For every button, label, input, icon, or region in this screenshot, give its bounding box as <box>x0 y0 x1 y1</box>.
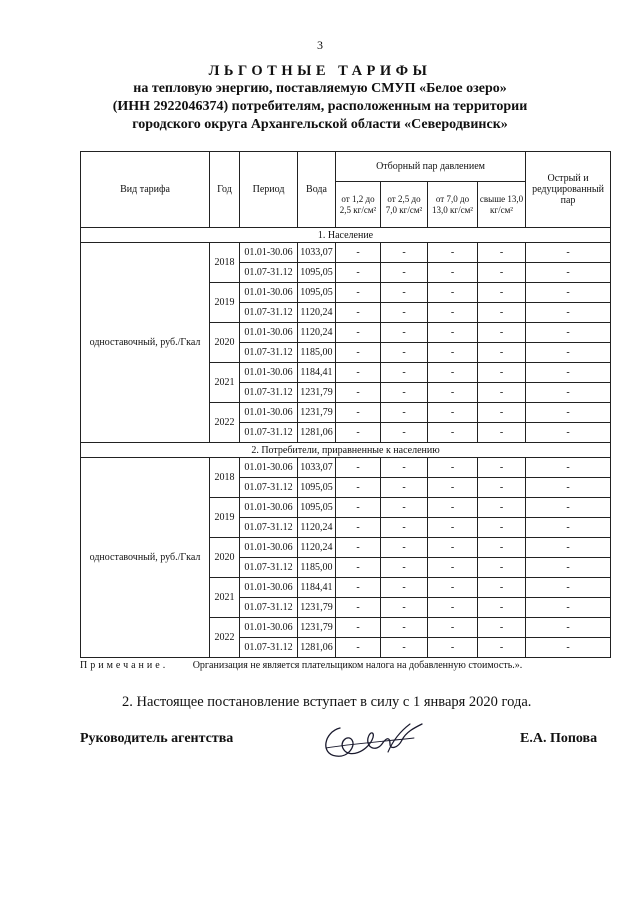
period-cell: 01.07-31.12 <box>240 263 298 283</box>
steam-tariff-cell: - <box>381 403 428 423</box>
steam-tariff-cell: - <box>478 638 526 658</box>
period-cell: 01.01-30.06 <box>240 283 298 303</box>
steam-tariff-cell: - <box>381 343 428 363</box>
steam-tariff-cell: - <box>526 478 611 498</box>
steam-tariff-cell: - <box>336 423 381 443</box>
section-header-row <box>81 443 611 458</box>
water-tariff-cell: 1231,79 <box>298 383 336 403</box>
steam-tariff-cell: - <box>526 343 611 363</box>
steam-tariff-cell: - <box>381 578 428 598</box>
steam-tariff-cell: - <box>381 598 428 618</box>
water-tariff-cell: 1231,79 <box>298 598 336 618</box>
steam-tariff-cell: - <box>336 383 381 403</box>
steam-tariff-cell: - <box>478 518 526 538</box>
steam-tariff-cell: - <box>478 558 526 578</box>
period-cell: 01.01-30.06 <box>240 323 298 343</box>
steam-tariff-cell: - <box>428 498 478 518</box>
steam-tariff-cell: - <box>526 538 611 558</box>
effective-date-clause: 2. Настоящее постановление вступает в силу с 1 января 2020 года. <box>122 694 532 710</box>
steam-tariff-cell: - <box>336 403 381 423</box>
steam-tariff-cell: - <box>336 343 381 363</box>
handwritten-signature <box>318 718 428 764</box>
steam-tariff-cell: - <box>428 518 478 538</box>
water-tariff-cell: 1095,05 <box>298 263 336 283</box>
period-cell: 01.01-30.06 <box>240 458 298 478</box>
steam-tariff-cell: - <box>526 283 611 303</box>
water-tariff-cell: 1184,41 <box>298 363 336 383</box>
year-cell: 2018 <box>210 243 240 283</box>
water-tariff-cell: 1231,79 <box>298 618 336 638</box>
steam-tariff-cell: - <box>526 518 611 538</box>
section-title: 2. Потребители, приравненные к населению <box>81 443 611 458</box>
header-sharp-steam: Острый и редуцированный пар <box>526 152 611 228</box>
steam-tariff-cell: - <box>381 243 428 263</box>
period-cell: 01.07-31.12 <box>240 423 298 443</box>
steam-tariff-cell: - <box>478 383 526 403</box>
water-tariff-cell: 1033,07 <box>298 243 336 263</box>
steam-tariff-cell: - <box>336 578 381 598</box>
period-cell: 01.07-31.12 <box>240 558 298 578</box>
steam-tariff-cell: - <box>381 263 428 283</box>
steam-tariff-cell: - <box>381 538 428 558</box>
header-tariff-kind: Вид тарифа <box>81 152 210 228</box>
tariff-table <box>80 151 611 658</box>
water-tariff-cell: 1281,06 <box>298 423 336 443</box>
year-cell: 2022 <box>210 618 240 658</box>
steam-tariff-cell: - <box>336 363 381 383</box>
steam-tariff-cell: - <box>336 538 381 558</box>
signatory-title: Руководитель агентства <box>80 731 234 746</box>
period-cell: 01.01-30.06 <box>240 618 298 638</box>
tariff-kind-cell: одноставочный, руб./Гкал <box>81 458 210 658</box>
steam-tariff-cell: - <box>478 263 526 283</box>
steam-tariff-cell: - <box>381 618 428 638</box>
steam-tariff-cell: - <box>526 458 611 478</box>
document-title <box>0 62 640 134</box>
water-tariff-cell: 1231,79 <box>298 403 336 423</box>
header-steam-3: от 7,0 до 13,0 кг/см² <box>428 182 478 228</box>
water-tariff-cell: 1120,24 <box>298 323 336 343</box>
header-steam-1: от 1,2 до 2,5 кг/см² <box>336 182 381 228</box>
steam-tariff-cell: - <box>336 498 381 518</box>
steam-tariff-cell: - <box>526 363 611 383</box>
period-cell: 01.07-31.12 <box>240 478 298 498</box>
period-cell: 01.01-30.06 <box>240 498 298 518</box>
table-row <box>81 458 611 478</box>
steam-tariff-cell: - <box>428 303 478 323</box>
year-cell: 2021 <box>210 578 240 618</box>
steam-tariff-cell: - <box>428 403 478 423</box>
section-title: 1. Население <box>81 228 611 243</box>
steam-tariff-cell: - <box>428 423 478 443</box>
year-cell: 2019 <box>210 283 240 323</box>
year-cell: 2019 <box>210 498 240 538</box>
steam-tariff-cell: - <box>428 283 478 303</box>
period-cell: 01.07-31.12 <box>240 518 298 538</box>
steam-tariff-cell: - <box>428 383 478 403</box>
steam-tariff-cell: - <box>336 618 381 638</box>
steam-tariff-cell: - <box>478 303 526 323</box>
steam-tariff-cell: - <box>478 283 526 303</box>
year-cell: 2021 <box>210 363 240 403</box>
water-tariff-cell: 1281,06 <box>298 638 336 658</box>
steam-tariff-cell: - <box>478 458 526 478</box>
steam-tariff-cell: - <box>526 598 611 618</box>
steam-tariff-cell: - <box>526 423 611 443</box>
steam-tariff-cell: - <box>336 283 381 303</box>
steam-tariff-cell: - <box>381 498 428 518</box>
steam-tariff-cell: - <box>336 518 381 538</box>
period-cell: 01.01-30.06 <box>240 578 298 598</box>
steam-tariff-cell: - <box>381 383 428 403</box>
water-tariff-cell: 1120,24 <box>298 303 336 323</box>
period-cell: 01.07-31.12 <box>240 343 298 363</box>
steam-tariff-cell: - <box>428 618 478 638</box>
header-steam-2: от 2,5 до 7,0 кг/см² <box>381 182 428 228</box>
steam-tariff-cell: - <box>526 303 611 323</box>
steam-tariff-cell: - <box>336 263 381 283</box>
steam-tariff-cell: - <box>381 283 428 303</box>
steam-tariff-cell: - <box>336 638 381 658</box>
steam-tariff-cell: - <box>428 478 478 498</box>
steam-tariff-cell: - <box>336 323 381 343</box>
year-cell: 2020 <box>210 323 240 363</box>
water-tariff-cell: 1184,41 <box>298 578 336 598</box>
steam-tariff-cell: - <box>526 323 611 343</box>
table-row <box>81 243 611 263</box>
period-cell: 01.01-30.06 <box>240 363 298 383</box>
steam-tariff-cell: - <box>478 618 526 638</box>
steam-tariff-cell: - <box>381 518 428 538</box>
steam-tariff-cell: - <box>428 558 478 578</box>
steam-tariff-cell: - <box>526 578 611 598</box>
steam-tariff-cell: - <box>428 458 478 478</box>
period-cell: 01.01-30.06 <box>240 538 298 558</box>
steam-tariff-cell: - <box>381 423 428 443</box>
steam-tariff-cell: - <box>428 323 478 343</box>
steam-tariff-cell: - <box>381 363 428 383</box>
steam-tariff-cell: - <box>381 303 428 323</box>
header-water: Вода <box>298 152 336 228</box>
title-line-1: ЛЬГОТНЫЕ ТАРИФЫ <box>208 63 432 79</box>
steam-tariff-cell: - <box>526 498 611 518</box>
year-cell: 2022 <box>210 403 240 443</box>
water-tariff-cell: 1120,24 <box>298 538 336 558</box>
steam-tariff-cell: - <box>428 538 478 558</box>
period-cell: 01.07-31.12 <box>240 598 298 618</box>
water-tariff-cell: 1095,05 <box>298 498 336 518</box>
steam-tariff-cell: - <box>526 558 611 578</box>
period-cell: 01.07-31.12 <box>240 638 298 658</box>
steam-tariff-cell: - <box>428 343 478 363</box>
steam-tariff-cell: - <box>478 598 526 618</box>
steam-tariff-cell: - <box>478 423 526 443</box>
steam-tariff-cell: - <box>428 598 478 618</box>
steam-tariff-cell: - <box>336 243 381 263</box>
steam-tariff-cell: - <box>381 558 428 578</box>
period-cell: 01.01-30.06 <box>240 243 298 263</box>
steam-tariff-cell: - <box>381 478 428 498</box>
water-tariff-cell: 1120,24 <box>298 518 336 538</box>
steam-tariff-cell: - <box>381 323 428 343</box>
water-tariff-cell: 1185,00 <box>298 343 336 363</box>
steam-tariff-cell: - <box>336 558 381 578</box>
steam-tariff-cell: - <box>478 323 526 343</box>
tariff-kind-cell: одноставочный, руб./Гкал <box>81 243 210 443</box>
steam-tariff-cell: - <box>428 578 478 598</box>
water-tariff-cell: 1033,07 <box>298 458 336 478</box>
water-tariff-cell: 1095,05 <box>298 283 336 303</box>
water-tariff-cell: 1095,05 <box>298 478 336 498</box>
period-cell: 01.01-30.06 <box>240 403 298 423</box>
steam-tariff-cell: - <box>478 578 526 598</box>
steam-tariff-cell: - <box>381 458 428 478</box>
steam-tariff-cell: - <box>428 363 478 383</box>
signatory-name: Е.А. Попова <box>520 731 598 746</box>
tariff-body <box>81 228 611 658</box>
water-tariff-cell: 1185,00 <box>298 558 336 578</box>
steam-tariff-cell: - <box>526 243 611 263</box>
period-cell: 01.07-31.12 <box>240 303 298 323</box>
header-steam-4: свыше 13,0 кг/см² <box>478 182 526 228</box>
steam-tariff-cell: - <box>478 478 526 498</box>
steam-tariff-cell: - <box>478 403 526 423</box>
steam-tariff-cell: - <box>526 638 611 658</box>
note-text: Организация не является плательщиком налога на добавленную стоимость.». <box>192 660 523 671</box>
section-header-row <box>81 228 611 243</box>
period-cell: 01.07-31.12 <box>240 383 298 403</box>
year-cell: 2020 <box>210 538 240 578</box>
steam-tariff-cell: - <box>428 638 478 658</box>
header-steam-group: Отборный пар давлением <box>336 152 526 182</box>
note-label: Примечание. <box>80 660 169 671</box>
steam-tariff-cell: - <box>478 343 526 363</box>
title-line-3: (ИНН 2922046374) потребителям, расположенным на территории <box>112 99 528 114</box>
steam-tariff-cell: - <box>478 243 526 263</box>
steam-tariff-cell: - <box>381 638 428 658</box>
steam-tariff-cell: - <box>526 383 611 403</box>
steam-tariff-cell: - <box>336 598 381 618</box>
year-cell: 2018 <box>210 458 240 498</box>
steam-tariff-cell: - <box>428 263 478 283</box>
steam-tariff-cell: - <box>478 538 526 558</box>
steam-tariff-cell: - <box>526 618 611 638</box>
steam-tariff-cell: - <box>478 498 526 518</box>
title-line-2: на тепловую энергию, поставляемую СМУП «Белое озеро» <box>133 81 507 96</box>
steam-tariff-cell: - <box>478 363 526 383</box>
steam-tariff-cell: - <box>526 263 611 283</box>
steam-tariff-cell: - <box>526 403 611 423</box>
steam-tariff-cell: - <box>336 478 381 498</box>
page-number: 3 <box>317 38 323 52</box>
steam-tariff-cell: - <box>336 458 381 478</box>
steam-tariff-cell: - <box>428 243 478 263</box>
steam-tariff-cell: - <box>336 303 381 323</box>
header-year: Год <box>210 152 240 228</box>
title-line-4: городского округа Архангельской области «Северодвинск» <box>132 117 508 132</box>
header-period: Период <box>240 152 298 228</box>
note <box>80 660 522 671</box>
